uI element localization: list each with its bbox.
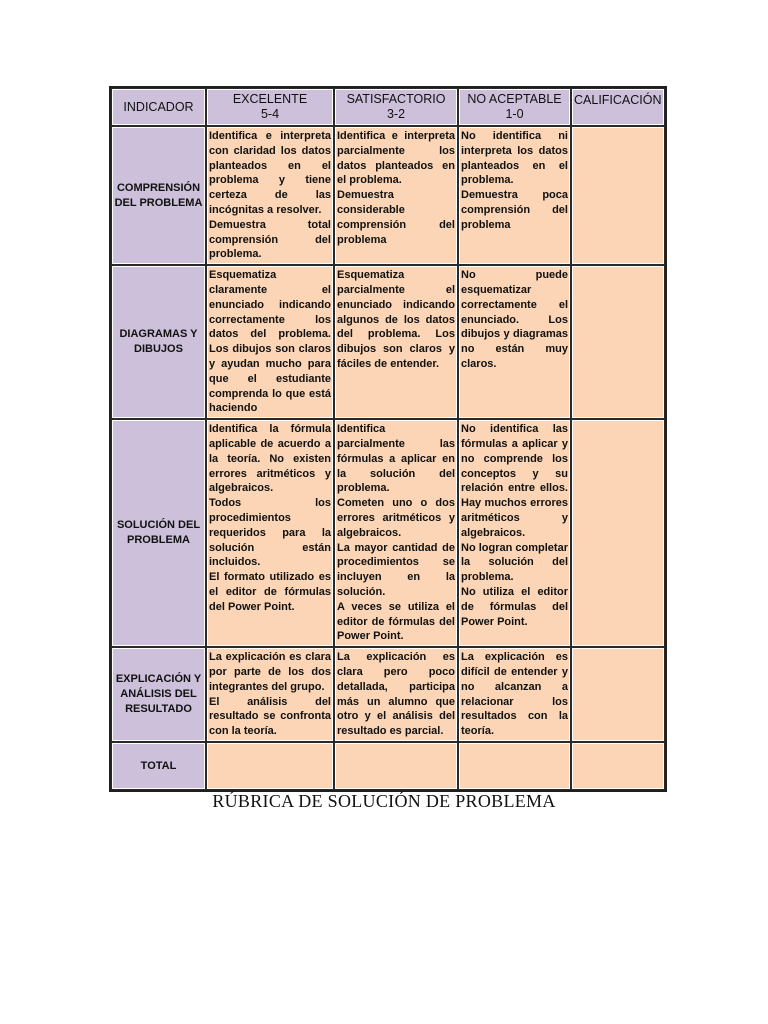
indicator-diagramas: DIAGRAMAS Y DIBUJOS [111, 265, 206, 419]
criteria-satisfactorio: Esquematiza parcialmente el enunciado indicando algunos de los datos del problema. Los dibujos son claros y fáciles de entender. [334, 265, 458, 419]
criteria-excelente: La explicación es clara por parte de los dos integrantes del grupo. El análisis del resultado se confronta con la teoría. [206, 647, 334, 742]
indicator-solucion: SOLUCIÓN DEL PROBLEMA [111, 419, 206, 647]
header-calificacion: CALIFICACIÓN [571, 88, 665, 126]
criteria-satisfactorio: Identifica parcialmente las fórmulas a aplicar en la solución del problema. Cometen uno o dos errores aritméticos y algebraicos. La mayor cantidad de procedimientos se incluyen en la solución. A veces se utiliza el editor de fórmulas del Power Point. [334, 419, 458, 647]
total-no-aceptable-cell [458, 742, 571, 790]
grade-cell [571, 265, 665, 419]
grade-cell [571, 419, 665, 647]
table-row-total [111, 742, 665, 790]
criteria-excelente: Esquematiza claramente el enunciado indicando correctamente los datos del problema. Los dibujos son claros y ayudan mucho para que el estudiante comprenda lo que está haciendo [206, 265, 334, 419]
header-row [111, 88, 665, 126]
header-satisfactorio: SATISFACTORIO 3-2 [334, 88, 458, 126]
criteria-no-aceptable: No identifica ni interpreta los datos planteados en el problema. Demuestra poca comprensión del problema [458, 126, 571, 265]
criteria-no-aceptable: La explicación es difícil de entender y no alcanzan a relacionar los resultados con la teoría. [458, 647, 571, 742]
criteria-no-aceptable: No identifica las fórmulas a aplicar y no comprende los conceptos y su relación entre ellos. Hay muchos errores aritméticos y algebraicos. No logran completar la solución del problema. No utiliza el editor de fórmulas del Power Point. [458, 419, 571, 647]
table-row-diagramas [111, 265, 665, 419]
table-row-comprension [111, 126, 665, 265]
indicator-explicacion: EXPLICACIÓN Y ANÁLISIS DEL RESULTADO [111, 647, 206, 742]
grade-cell [571, 126, 665, 265]
rubric-caption: RÚBRICA DE SOLUCIÓN DE PROBLEMA [212, 791, 556, 811]
grade-cell [571, 647, 665, 742]
total-excelente-cell [206, 742, 334, 790]
criteria-excelente: Identifica la fórmula aplicable de acuerdo a la teoría. No existen errores aritméticos y algebraicos. Todos los procedimientos requeridos para la solución están incluidos. El formato utilizado es el editor de fórmulas del Power Point. [206, 419, 334, 647]
total-satisfactorio-cell [334, 742, 458, 790]
table-row-explicacion [111, 647, 665, 742]
rubric-table [109, 86, 667, 792]
header-indicador: INDICADOR [111, 88, 206, 126]
criteria-excelente: Identifica e interpreta con claridad los datos planteados en el problema y tiene certeza de las incógnitas a resolver. Demuestra total comprensión del problema. [206, 126, 334, 265]
header-excelente: EXCELENTE 5-4 [206, 88, 334, 126]
indicator-comprension: COMPRENSIÓN DEL PROBLEMA [111, 126, 206, 265]
header-no-aceptable: NO ACEPTABLE 1-0 [458, 88, 571, 126]
criteria-no-aceptable: No puede esquematizar correctamente el enunciado. Los dibujos y diagramas no están muy claros. [458, 265, 571, 419]
table-row-solucion [111, 419, 665, 647]
indicator-total: TOTAL [111, 742, 206, 790]
criteria-satisfactorio: La explicación es clara pero poco detallada, participa más un alumno que otro y el análisis del resultado es parcial. [334, 647, 458, 742]
criteria-satisfactorio: Identifica e interpreta parcialmente los datos planteados en el problema. Demuestra considerable comprensión del problema [334, 126, 458, 265]
total-calificacion-cell [571, 742, 665, 790]
